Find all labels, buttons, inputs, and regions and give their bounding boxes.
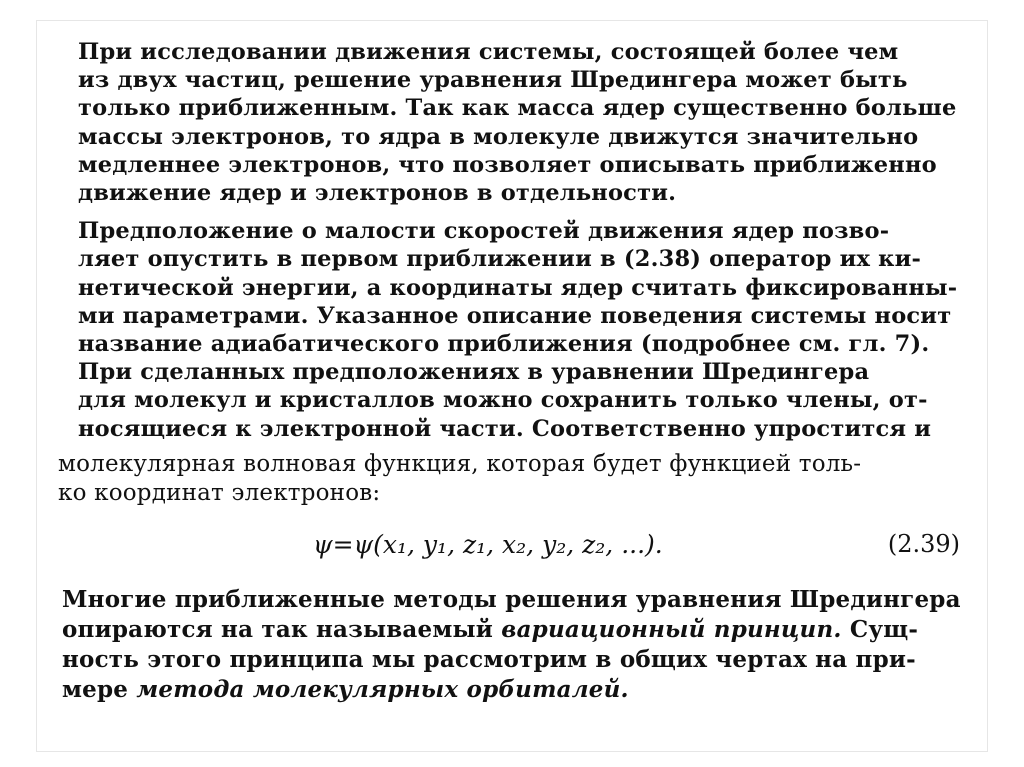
text-line: молекулярная волновая функция, которая будет функцией толь- [58,451,862,477]
text-line: только приближенным. Так как масса ядер существенно больше [78,95,957,122]
text-line: ко координат электронов: [58,480,381,506]
text-line [62,615,967,645]
text-line: При исследовании движения системы, состоящей более чем [78,39,899,65]
text-line: медленнее электронов, что позволяет описывать приближенно [78,151,937,178]
text-line: Предположение о малости скоростей движения ядер позво- [78,218,890,245]
text-line [62,675,967,705]
italic-term: метода молекулярных орбиталей. [136,676,629,703]
paragraph-2 [78,217,958,358]
text-line: ляет опустить в первом приближении в (2.38) оператор их ки- [78,246,922,273]
equation-number: (2.39) [887,530,960,558]
text-line: ность этого принципа мы рассмотрим в общих чертах на при- [62,646,916,673]
text-line: название адиабатического приближения (подробнее см. гл. 7). [78,331,930,358]
text-line: массы электронов, то ядра в молекуле движутся значительно [78,123,919,150]
text-span: Сущ- [841,616,919,643]
paragraph-5 [62,585,967,705]
text-span: опираются на так называемый [62,616,502,643]
equation-2-39 [78,530,960,570]
italic-term: вариационный принцип. [501,616,842,643]
text-line: носящиеся к электронной части. Соответственно упростится и [78,415,932,442]
text-line: для молекул и кристаллов можно сохранить только члены, от- [78,387,928,414]
paragraph-1 [78,38,957,207]
paragraph-4 [58,450,958,508]
text-block [78,38,958,443]
equation-body: ψ=ψ(x₁, y₁, z₁, x₂, y₂, z₂, ...). [313,530,663,559]
text-line: ми параметрами. Указанное описание поведения системы носит [78,302,952,329]
text-span: мере [62,676,137,703]
text-line: из двух частиц, решение уравнения Шредингера может быть [78,67,908,94]
text-line: Многие приближенные методы решения уравнения Шредингера [62,586,961,613]
paragraph-3 [78,358,950,443]
text-line: При сделанных предположениях в уравнении Шредингера [78,359,870,386]
text-line: нетической энергии, а координаты ядер считать фиксированны- [78,274,958,301]
text-line: движение ядер и электронов в отдельности. [78,180,677,207]
